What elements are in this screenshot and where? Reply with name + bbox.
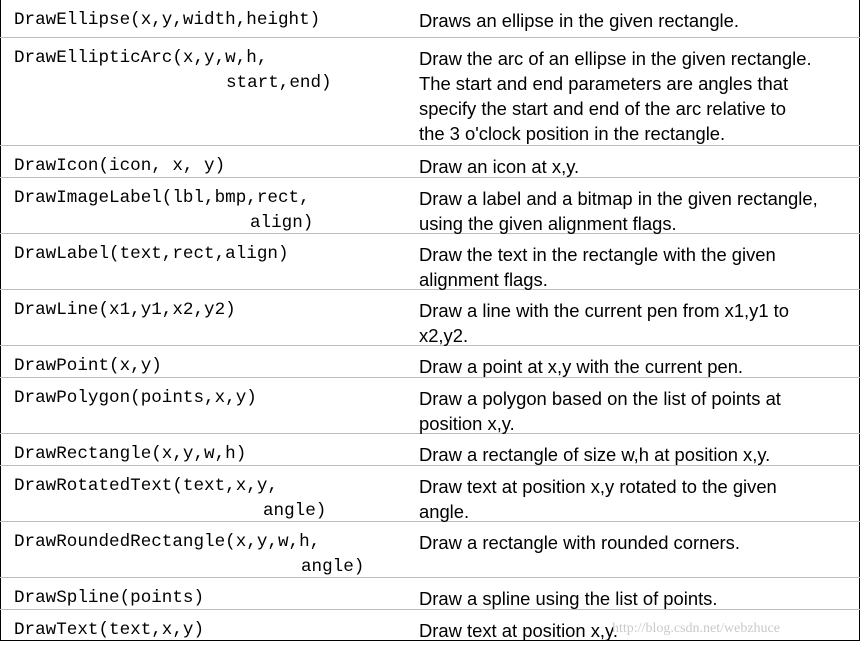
method-signature bbox=[14, 586, 204, 611]
method-signature bbox=[14, 442, 246, 467]
method-signature-line: DrawImageLabel(lbl,bmp,rect, bbox=[14, 188, 310, 208]
method-signature-line: DrawText(text,x,y) bbox=[14, 620, 205, 640]
method-signature bbox=[14, 242, 289, 267]
method-description-line: Draw an icon at x,y. bbox=[419, 156, 580, 177]
method-signature-line: DrawRectangle(x,y,w,h) bbox=[14, 444, 247, 464]
method-description-line: x2,y2. bbox=[419, 325, 469, 346]
table-row bbox=[0, 38, 860, 146]
table-row bbox=[0, 178, 860, 234]
table-row bbox=[0, 346, 860, 378]
method-description-line: specify the start and end of the arc relative to bbox=[419, 98, 786, 119]
method-signature-line: DrawPolygon(points,x,y) bbox=[14, 388, 257, 408]
method-description-line: Draw the text in the rectangle with the given bbox=[419, 244, 776, 265]
method-description-line: Draws an ellipse in the given rectangle. bbox=[419, 10, 739, 31]
table-row bbox=[0, 434, 860, 466]
method-signature bbox=[14, 154, 225, 179]
method-signature-line: angle) bbox=[301, 557, 365, 577]
table-row bbox=[0, 234, 860, 290]
method-signature bbox=[14, 354, 162, 379]
method-signature-line: DrawRotatedText(text,x,y, bbox=[14, 476, 278, 496]
method-signature bbox=[14, 474, 326, 524]
method-description-line: Draw a point at x,y with the current pen. bbox=[419, 356, 744, 377]
method-description bbox=[419, 354, 855, 379]
method-description bbox=[419, 8, 855, 33]
table-row bbox=[0, 146, 860, 178]
method-description-line: using the given alignment flags. bbox=[419, 213, 677, 234]
method-signature-line: DrawEllipticArc(x,y,w,h, bbox=[14, 48, 268, 68]
method-description bbox=[419, 46, 855, 146]
method-signature-line: DrawPoint(x,y) bbox=[14, 356, 162, 376]
table-row bbox=[0, 290, 860, 346]
method-description-line: Draw a line with the current pen from x1,y1 to bbox=[419, 300, 790, 321]
table-row bbox=[0, 378, 860, 434]
method-description-line: angle. bbox=[419, 501, 470, 522]
method-description bbox=[419, 154, 855, 179]
method-signature bbox=[14, 618, 204, 643]
method-description bbox=[419, 586, 855, 611]
method-description bbox=[419, 242, 855, 292]
method-description bbox=[419, 474, 855, 524]
method-signature-line: start,end) bbox=[226, 73, 332, 93]
method-description-line: Draw text at position x,y rotated to the given bbox=[419, 476, 777, 497]
table-row bbox=[0, 522, 860, 578]
table-row bbox=[0, 466, 860, 522]
method-description bbox=[419, 442, 855, 467]
method-description-line: The start and end parameters are angles that bbox=[419, 73, 789, 94]
method-signature-line: angle) bbox=[263, 501, 327, 521]
method-signature bbox=[14, 386, 257, 411]
method-description bbox=[419, 298, 855, 348]
table-row bbox=[0, 578, 860, 610]
method-signature-line: DrawLine(x1,y1,x2,y2) bbox=[14, 300, 236, 320]
method-description-line: Draw a polygon based on the list of points at bbox=[419, 388, 781, 409]
method-signature-line: DrawIcon(icon, x, y) bbox=[14, 156, 226, 176]
method-description-line: Draw a rectangle of size w,h at position x,y. bbox=[419, 444, 771, 465]
method-description-line: the 3 o'clock position in the rectangle. bbox=[419, 123, 726, 144]
method-description-line: position x,y. bbox=[419, 413, 515, 434]
method-description bbox=[419, 530, 855, 555]
method-signature-line: DrawRoundedRectangle(x,y,w,h, bbox=[14, 532, 321, 552]
method-signature bbox=[14, 298, 236, 323]
method-signature-line: DrawEllipse(x,y,width,height) bbox=[14, 10, 321, 30]
method-description-line: Draw the arc of an ellipse in the given rectangle. bbox=[419, 48, 812, 69]
method-signature bbox=[14, 186, 313, 236]
table-row bbox=[0, 0, 860, 38]
method-description bbox=[419, 186, 855, 236]
method-signature bbox=[14, 530, 364, 580]
watermark: http://blog.csdn.net/webzhuce bbox=[612, 621, 780, 636]
method-description-line: Draw text at position x,y. bbox=[419, 620, 618, 641]
method-signature bbox=[14, 46, 332, 96]
method-signature-line: DrawLabel(text,rect,align) bbox=[14, 244, 289, 264]
method-description-line: Draw a label and a bitmap in the given rectangle, bbox=[419, 188, 818, 209]
method-signature-line: align) bbox=[250, 213, 314, 233]
method-description-line: Draw a spline using the list of points. bbox=[419, 588, 718, 609]
method-signature bbox=[14, 8, 320, 33]
method-description-line: alignment flags. bbox=[419, 269, 548, 290]
method-description bbox=[419, 386, 855, 436]
method-signature-line: DrawSpline(points) bbox=[14, 588, 205, 608]
method-description-line: Draw a rectangle with rounded corners. bbox=[419, 532, 740, 553]
